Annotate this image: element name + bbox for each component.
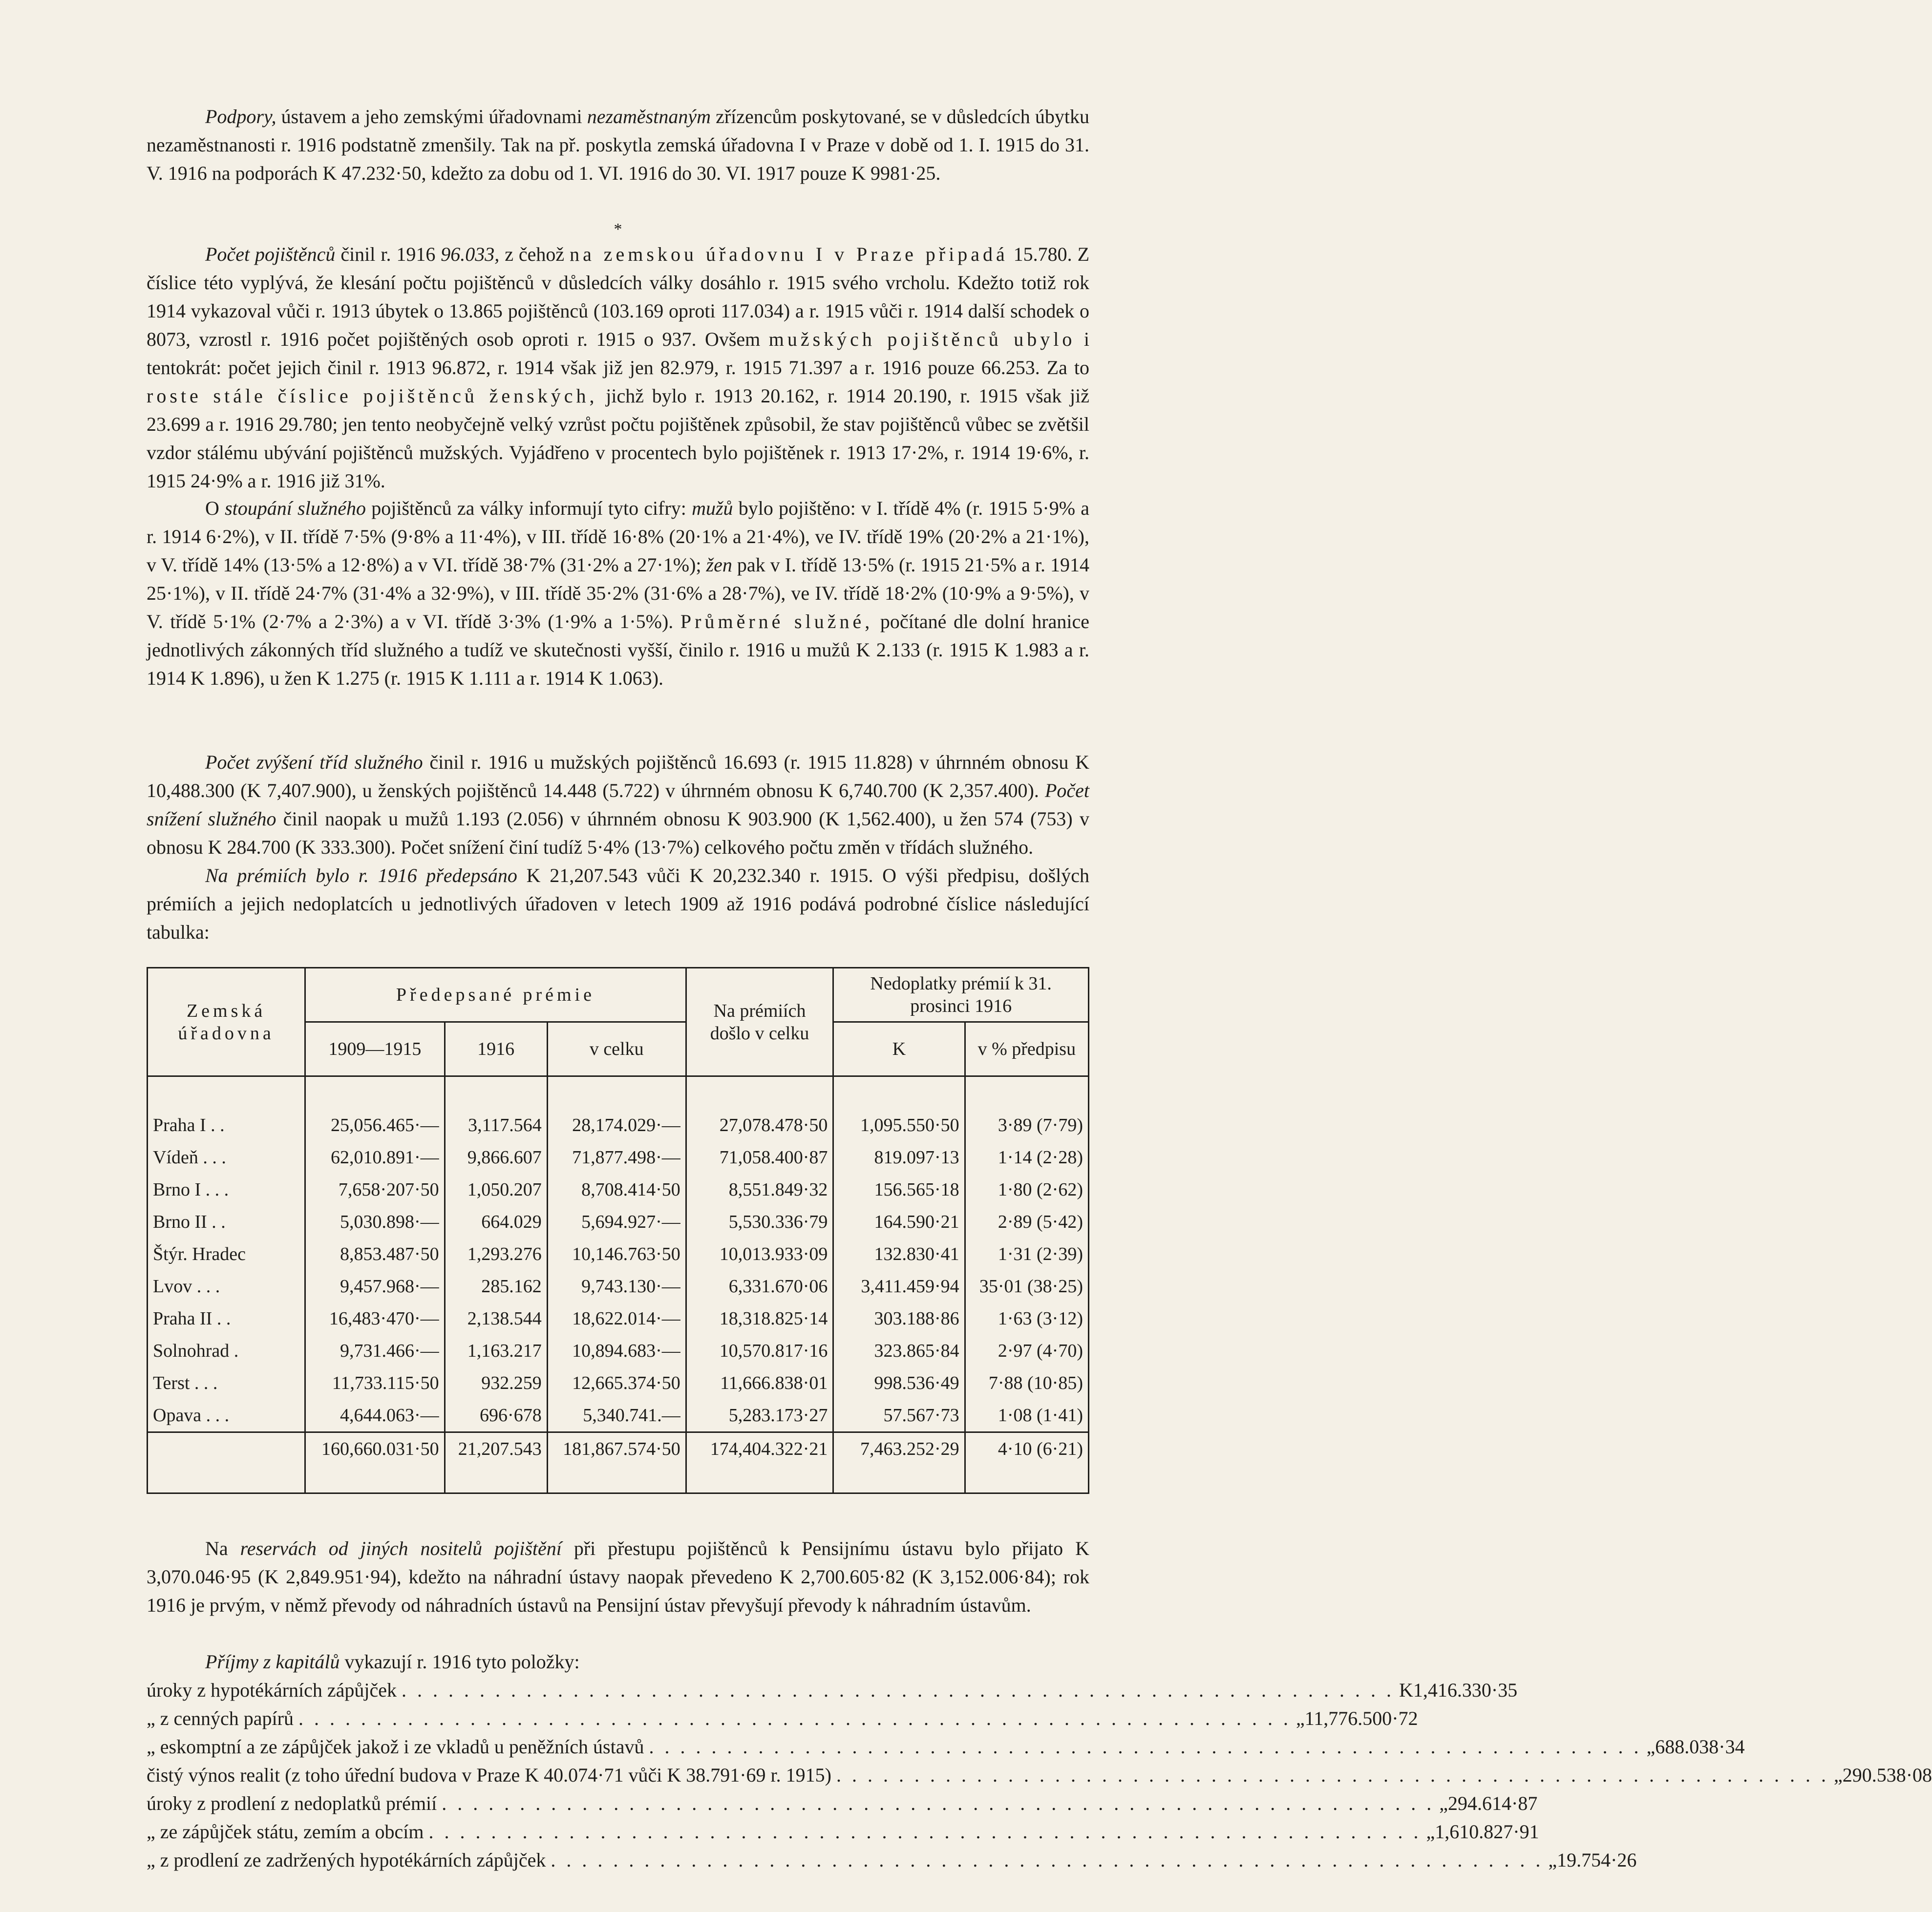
header-predepsane-premie: Předepsané prémie (305, 968, 686, 1022)
term: reservách od jiných nositelů pojištění (240, 1537, 562, 1559)
table-cell: 696·678 (445, 1399, 547, 1432)
office-name: Solnohrad . (148, 1335, 305, 1367)
text: pak v I. třídě 13·5% (r. 1915 21·5% a r. 1914 25·1%), v II. třídě 24·7% (31·4% a 32·9%), v III. třídě 35·2% (31·6% a 28·7%), ve IV. třídě 18·2% (10·9% a 9·5%), v V. třídě 5·1% (2·7% a 2·3%) a v VI. třídě 3·3% (1·9% a 1·5%). (147, 554, 1089, 632)
office-name: Praha I . . (148, 1076, 305, 1142)
list-item (147, 1846, 1637, 1874)
text: K 21,207.543 vůči K 20,232.340 r. 1915. O výši předpisu, došlých prémiích a jejich nedoplatcích u jednotlivých úřadoven v letech 1909 až 1916 podává podrobné číslice následující tabulka: (147, 864, 1089, 943)
table-cell: 1,095.550·50 (833, 1076, 965, 1142)
table-cell: 1·31 (2·39) (965, 1238, 1088, 1270)
table-cell: 9,731.466·— (305, 1335, 445, 1367)
term: Počet pojištěnců (205, 243, 336, 265)
text: činil naopak u mužů 1.193 (2.056) v úhrnném obnosu K 903.900 (K 1,562.400), u žen 574 (753) v obnosu K 284.700 (K 333.300). Počet snížení činí tudíž 5·4% (13·7%) celkového počtu změn v třídách služného. (147, 808, 1089, 858)
table-cell: 5,283.173·27 (686, 1399, 833, 1432)
table-cell: 27,078.478·50 (686, 1076, 833, 1142)
separator-star: * (614, 220, 622, 238)
header-pct: v % předpisu (965, 1022, 1088, 1076)
table-cell: 25,056.465·— (305, 1076, 445, 1142)
item-amount: 11,776.500·72 (1304, 1707, 1418, 1729)
table-cell: 18,318.825·14 (686, 1303, 833, 1335)
table-cell: 5,694.927·— (547, 1206, 686, 1238)
table-row (148, 1367, 1089, 1399)
header-k: K (833, 1022, 965, 1076)
table-cell: 164.590·21 (833, 1206, 965, 1238)
table-cell: 11,733.115·50 (305, 1367, 445, 1399)
list-item (147, 1789, 1538, 1818)
total-cell: 174,404.322·21 (686, 1432, 833, 1493)
item-label: úroky z prodlení z nedoplatků prémií (147, 1792, 437, 1814)
table-cell: 3·89 (7·79) (965, 1076, 1088, 1142)
text: počítané dle dolní hranice jednotlivých zákonných tříd služného a tudíž ve skutečnosti vyšší, činilo r. 1916 u mužů K 2.133 (r. 1915 K 1.983 a r. 1914 K 1.896), u žen K 1.275 (r. 1915 K 1.111 a r. 1914 K 1.063). (147, 610, 1090, 689)
term: 96.033, (441, 243, 500, 265)
table-cell: 819.097·13 (833, 1141, 965, 1174)
list-item (147, 1733, 1745, 1761)
text: činil r. 1916 (335, 243, 441, 265)
table-cell: 9,457.968·— (305, 1270, 445, 1303)
total-cell: 181,867.574·50 (547, 1432, 686, 1493)
office-name: Štýr. Hradec (148, 1238, 305, 1270)
table-cell: 1·14 (2·28) (965, 1141, 1088, 1174)
table-row (148, 1399, 1089, 1432)
paragraph-zvyseni-sluzneho (147, 748, 1089, 861)
table-cell: 18,622.014·— (547, 1303, 686, 1335)
item-amount: 290.538·08 (1842, 1764, 1932, 1786)
office-name: Vídeň . . . (148, 1141, 305, 1174)
item-label: „ z cenných papírů (147, 1707, 294, 1729)
text: činil r. 1916 u mužských pojištěnců 16.693 (r. 1915 11.828) v úhrnném obnosu K 10,488.300 (K 7,407.900), u ženských pojištěnců 14.448 (5.722) v úhrnném obnosu K 6,740.700 (K 2,357.400). (147, 751, 1090, 801)
table-cell: 11,666.838·01 (686, 1367, 833, 1399)
table-cell: 932.259 (445, 1367, 547, 1399)
total-cell: 21,207.543 (445, 1432, 547, 1493)
paragraph-prijmy (147, 1648, 1089, 1676)
office-name: Terst . . . (148, 1367, 305, 1399)
item-currency: „ (1439, 1792, 1448, 1814)
table-row (148, 1141, 1089, 1174)
leader-dots: . . . . . . . . . . . . . . . . . . . . . . . . . . . . . . . . . . . . . . . . . . . . . . . . . . . . . . . . . . . . . . . . (442, 1792, 1435, 1814)
table-row (148, 1206, 1089, 1238)
text: jichž bylo r. 1913 20.162, r. 1914 20.190, r. 1915 však již 23.699 a r. 1916 29.780; jen tento neobyčejně velký vzrůst počtu pojištěnek způsobil, že stav pojištěnců vůbec se zvětšil vzdor stálému ubývání pojištěnců mužských. Vyjádřeno v procentech bylo pojištěnek r. 1913 17·2%, r. 1914 19·6%, r. 1915 24·9% a r. 1916 již 31%. (147, 385, 1089, 492)
table-cell: 8,853.487·50 (305, 1238, 445, 1270)
table-cell: 10,570.817·16 (686, 1335, 833, 1367)
table-cell: 9,743.130·— (547, 1270, 686, 1303)
table-cell: 7,658·207·50 (305, 1174, 445, 1206)
item-amount: 1,416.330·35 (1413, 1679, 1518, 1701)
item-label: úroky z hypotékárních zápůjček (147, 1679, 397, 1701)
table-cell: 1,163.217 (445, 1335, 547, 1367)
table-cell: 1,050.207 (445, 1174, 547, 1206)
table-row (148, 1076, 1089, 1142)
section-separator (147, 220, 1089, 239)
office-name: Praha II . . (148, 1303, 305, 1335)
paragraph-stoupani-sluzneho (147, 494, 1089, 693)
term: Na prémiích bylo r. 1916 předepsáno (205, 864, 517, 886)
item-currency: „ (1295, 1707, 1305, 1729)
table-cell: 156.565·18 (833, 1174, 965, 1206)
capital-income-list (147, 1676, 1932, 1874)
item-currency: „ (1426, 1821, 1435, 1843)
item-amount: 19.754·26 (1557, 1849, 1637, 1871)
item-label: čistý výnos realit (z toho úřední budova v Praze K 40.074·71 vůči K 38.791·69 r. 1915) (147, 1764, 831, 1786)
item-amount: 294.614·87 (1448, 1792, 1538, 1814)
leader-dots: . . . . . . . . . . . . . . . . . . . . . . . . . . . . . . . . . . . . . . . . . . . . . . . . . . . . . . . . . . . . . . . . (551, 1849, 1544, 1871)
table-row (148, 1303, 1089, 1335)
table-cell: 303.188·86 (833, 1303, 965, 1335)
table-cell: 5,340.741.— (547, 1399, 686, 1432)
term: žen (706, 554, 732, 576)
table-cell: 71,058.400·87 (686, 1141, 833, 1174)
paragraph-pocet-pojistencu (147, 240, 1089, 495)
item-label: „ z prodlení ze zadržených hypotékárních zápůjček (147, 1849, 546, 1871)
header-doslo: Na prémiích došlo v celku (686, 968, 833, 1076)
term: Počet snížení služného (147, 779, 1089, 830)
text: z čehož (499, 243, 570, 265)
table-cell: 71,877.498·— (547, 1141, 686, 1174)
list-item (147, 1676, 1518, 1704)
table-cell: 6,331.670·06 (686, 1270, 833, 1303)
leader-dots: . . . . . . . . . . . . . . . . . . . . . . . . . . . . . . . . . . . . . . . . . . . . . . . . . . . . . . . . . . . . . . . . (402, 1679, 1395, 1701)
leader-dots: . . . . . . . . . . . . . . . . . . . . . . . . . . . . . . . . . . . . . . . . . . . . . . . . . . . . . . . . . . . . . . . . (649, 1736, 1642, 1758)
table-cell: 2,138.544 (445, 1303, 547, 1335)
table-cell: 10,013.933·09 (686, 1238, 833, 1270)
text: pojištěnců za války informují tyto cifry: (366, 497, 692, 519)
text: vykazují r. 1916 tyto položky: (340, 1651, 580, 1673)
table-cell: 1·08 (1·41) (965, 1399, 1088, 1432)
table-row (148, 1238, 1089, 1270)
total-cell: 160,660.031·50 (305, 1432, 445, 1493)
header-office: Zemská úřadovna (148, 968, 305, 1076)
table-cell: 1·80 (2·62) (965, 1174, 1088, 1206)
total-cell: 4·10 (6·21) (965, 1432, 1088, 1493)
text: při přestupu pojištěnců k Pensijnímu ústavu bylo přijato K 3,070.046·95 (K 2,849.951·94), kdežto na náhradní ústavy naopak převedeno K 2,700.605·82 (K 3,152.006·84); rok 1916 je prvým, v němž převody od náhradních ústavů na Pensijní ústav převyšují převody k náhradním ústavům. (147, 1537, 1090, 1616)
table-row (148, 1335, 1089, 1367)
text: O (205, 497, 225, 519)
item-label: „ ze zápůjček státu, zemím a obcím (147, 1821, 424, 1843)
text: ústavem a jeho zemskými úřadovnami (276, 105, 587, 127)
text: 15.780. Z číslice této vyplývá, že klesání počtu pojištěnců v důsledcích války dosáhlo r. 1915 svého vrcholu. Kdežto totiž rok 1914 vykazoval vůči r. 1913 úbytek o 13.865 pojištěnců (103.169 oproti 117.034) a r. 1915 vůči r. 1914 další schodek o 8073, vzrostl r. 1916 počet pojištěných osob oproti r. 1915 o 937. Ovšem (147, 243, 1089, 350)
total-cell: 7,463.252·29 (833, 1432, 965, 1493)
table-total-row (148, 1432, 1089, 1493)
table-cell: 998.536·49 (833, 1367, 965, 1399)
table-cell: 8,708.414·50 (547, 1174, 686, 1206)
paragraph-na-premiich (147, 861, 1089, 946)
table-cell: 1,293.276 (445, 1238, 547, 1270)
table-row (148, 1174, 1089, 1206)
table-cell: 12,665.374·50 (547, 1367, 686, 1399)
text: Na (205, 1537, 240, 1559)
item-amount: 688.038·34 (1655, 1736, 1745, 1758)
leader-dots: . . . . . . . . . . . . . . . . . . . . . . . . . . . . . . . . . . . . . . . . . . . . . . . . . . . . . . . . . . . . . . . . (428, 1821, 1422, 1843)
table-cell: 5,030.898·— (305, 1206, 445, 1238)
emphasis: mužských pojištěnců ubylo (768, 328, 1076, 350)
table-cell: 9,866.607 (445, 1141, 547, 1174)
text: i tentokrát: počet jejich činil r. 1913 96.872, r. 1914 však již jen 82.979, r. 1915 71.397 a r. 1916 pouze 66.253. Za to (147, 328, 1089, 378)
item-currency: „ (1548, 1849, 1557, 1871)
paragraph-podpory (147, 103, 1089, 188)
table-cell: 132.830·41 (833, 1238, 965, 1270)
table-cell: 3,117.564 (445, 1076, 547, 1142)
term-podpory: Podpory, (205, 105, 276, 127)
item-currency: K (1399, 1679, 1413, 1701)
table-cell: 28,174.029·— (547, 1076, 686, 1142)
text: zřízencům poskytované, se v důsledcích úbytku nezaměstnanosti r. 1916 podstatně zmenšily. Tak na př. poskytla zemská úřadovna I v Praze v době od 1. I. 1915 do 31. V. 1916 na podporách K 47.232·50, kdežto za dobu od 1. VI. 1916 do 30. VI. 1917 pouze K 9981·25. (147, 105, 1089, 184)
table-cell: 5,530.336·79 (686, 1206, 833, 1238)
table-cell: 3,411.459·94 (833, 1270, 965, 1303)
table-cell: 323.865·84 (833, 1335, 965, 1367)
item-amount: 1,610.827·91 (1435, 1821, 1539, 1843)
item-label: „ eskomptní a ze zápůjček jakož i ze vkladů u peněžních ústavů (147, 1736, 644, 1758)
office-name: Lvov . . . (148, 1270, 305, 1303)
leader-dots: . . . . . . . . . . . . . . . . . . . . . . . . . . . . . . . . . . . . . . . . . . . . . . . . . . . . . . . . . . . . . . . . (298, 1707, 1291, 1729)
table-cell: 664.029 (445, 1206, 547, 1238)
list-item (147, 1818, 1539, 1846)
paragraph-reservy (147, 1534, 1089, 1619)
leader-dots: . . . . . . . . . . . . . . . . . . . . . . . . . . . . . . . . . . . . . . . . . . . . . . . . . . . . . . . . . . . . . . . . (836, 1764, 1829, 1786)
table-cell: 2·97 (4·70) (965, 1335, 1088, 1367)
table-cell: 16,483·470·— (305, 1303, 445, 1335)
table-cell: 285.162 (445, 1270, 547, 1303)
table-row (148, 1270, 1089, 1303)
term-nezamestnanym: nezaměstnaným (587, 105, 711, 127)
term: Počet zvýšení tříd služného (205, 751, 423, 773)
table-cell: 7·88 (10·85) (965, 1367, 1088, 1399)
emphasis: Průměrné služné, (680, 610, 873, 632)
header-v-celku: v celku (547, 1022, 686, 1076)
item-currency: „ (1646, 1736, 1656, 1758)
table-cell: 10,894.683·— (547, 1335, 686, 1367)
term: Příjmy z kapitálů (205, 1651, 340, 1673)
premium-table (147, 967, 1089, 1494)
header-1916: 1916 (445, 1022, 547, 1076)
item-currency: „ (1833, 1764, 1843, 1786)
header-1909-1915: 1909—1915 (305, 1022, 445, 1076)
office-name: Opava . . . (148, 1399, 305, 1432)
table-cell: 1·63 (3·12) (965, 1303, 1088, 1335)
emphasis: na zemskou úřadovnu I v Praze připadá (570, 243, 1008, 265)
table-cell: 62,010.891·— (305, 1141, 445, 1174)
term: mužů (692, 497, 733, 519)
table-cell: 8,551.849·32 (686, 1174, 833, 1206)
text: bylo pojištěno: v I. třídě 4% (r. 1915 5·9% a r. 1914 6·2%), v II. třídě 7·5% (9·8% a 11·4%), v III. třídě 16·8% (20·1% a 21·4%), ve IV. třídě 19% (20·2% a 21·1%), v V. třídě 14% (13·5% a 12·8%) a v VI. třídě 38·7% (31·2% a 27·1%); (147, 497, 1090, 576)
table-cell: 10,146.763·50 (547, 1238, 686, 1270)
emphasis: roste stále číslice pojištěnců ženských, (147, 385, 598, 407)
term: stoupání služného (225, 497, 366, 519)
list-item (147, 1761, 1932, 1789)
table-cell: 57.567·73 (833, 1399, 965, 1432)
office-name: Brno II . . (148, 1206, 305, 1238)
list-item (147, 1704, 1418, 1733)
table-cell: 2·89 (5·42) (965, 1206, 1088, 1238)
header-nedoplatky: Nedoplatky prémií k 31. prosinci 1916 (833, 968, 1089, 1022)
table-cell: 35·01 (38·25) (965, 1270, 1088, 1303)
total-label (148, 1432, 305, 1493)
table-cell: 4,644.063·— (305, 1399, 445, 1432)
office-name: Brno I . . . (148, 1174, 305, 1206)
